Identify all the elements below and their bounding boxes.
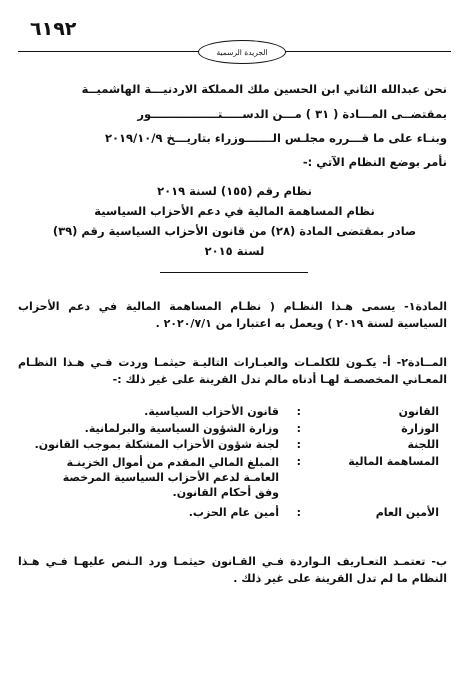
definition-term: القانون xyxy=(398,405,439,418)
page-number: ٦١٩٢ xyxy=(30,18,77,40)
definition-colon: : xyxy=(296,422,301,435)
article-1: المادة١- يسمى هـذا النظـام ( نظـام المساهمة المالية في دعم الأحزاب السياسية لسنة ٢٠١٩ ) ويعمل به اعتبارا من ٢٠٢٠/٧/١ . xyxy=(18,300,447,330)
definition-colon: : xyxy=(296,455,301,468)
preamble-line-2: بمقتضــى المـــادة ( ٣١ ) مـــن الدســـــتـــــــــــــــــور xyxy=(137,107,447,121)
definition-text: قانون الأحزاب السياسية. xyxy=(144,405,279,418)
definition-colon: : xyxy=(296,438,301,451)
definition-text: أمين عام الحزب. xyxy=(188,506,279,519)
article-2-intro: المــادة٢- أ- يكـون للكلمـات والعبـارات التاليـة حيثمـا وردت فـي هـذا النظـام المعـاني المخصصـة لهـا أدناه مالم تدل القرينة على غير ذلك :- xyxy=(18,356,447,386)
regulation-number: نظام رقم (١٥٥) لسنة ٢٠١٩ xyxy=(157,184,312,198)
article-2-clause-b: ب- تعتمـد التعـاريف الـواردة فـي القـانون حيثمـا ورد الـنص عليهـا فـي هـذا النظام ما لم تدل القرينة على غير ذلك . xyxy=(18,555,447,585)
section-divider xyxy=(160,272,308,273)
definition-term: اللجنة xyxy=(407,438,439,451)
definition-colon: : xyxy=(296,506,301,519)
regulation-issued: صادر بمقتضى المادة (٢٨) من قانون الأحزاب السياسية رقم (٣٩) xyxy=(52,224,417,238)
regulation-year: لسنة ٢٠١٥ xyxy=(204,244,265,258)
regulation-title: نظام المساهمة المالية في دعم الأحزاب السياسية xyxy=(94,204,375,218)
definition-term: المساهمة المالية xyxy=(348,455,439,468)
definition-text: لجنة شؤون الأحزاب المشكلة بموجب القانون. xyxy=(34,438,279,451)
definition-text: المبلغ المالي المقدم من أموال الخزينـة العامـة لدعم الأحزاب السياسية المرخصة وفق أحكام القانون. xyxy=(62,456,279,499)
preamble-line-3: وبنـاء على ما قـــرره مجلـس الـــــــوزراء بتاريـــخ ٢٠١٩/١٠/٩ xyxy=(104,131,447,145)
definition-term: الوزارة xyxy=(401,422,439,435)
definition-text: وزارة الشؤون السياسية والبرلمانية. xyxy=(84,422,279,435)
definition-colon: : xyxy=(296,405,301,418)
preamble-line-1: نحن عبدالله الثاني ابن الحسين ملك المملكة الاردنيـــة الهاشميــة xyxy=(81,82,447,96)
preamble-line-4: نأمر بوضع النظام الآتي :- xyxy=(302,155,447,169)
gazette-label: الجريدة الرسمية xyxy=(198,40,286,64)
definition-term: الأمين العام xyxy=(375,506,439,519)
